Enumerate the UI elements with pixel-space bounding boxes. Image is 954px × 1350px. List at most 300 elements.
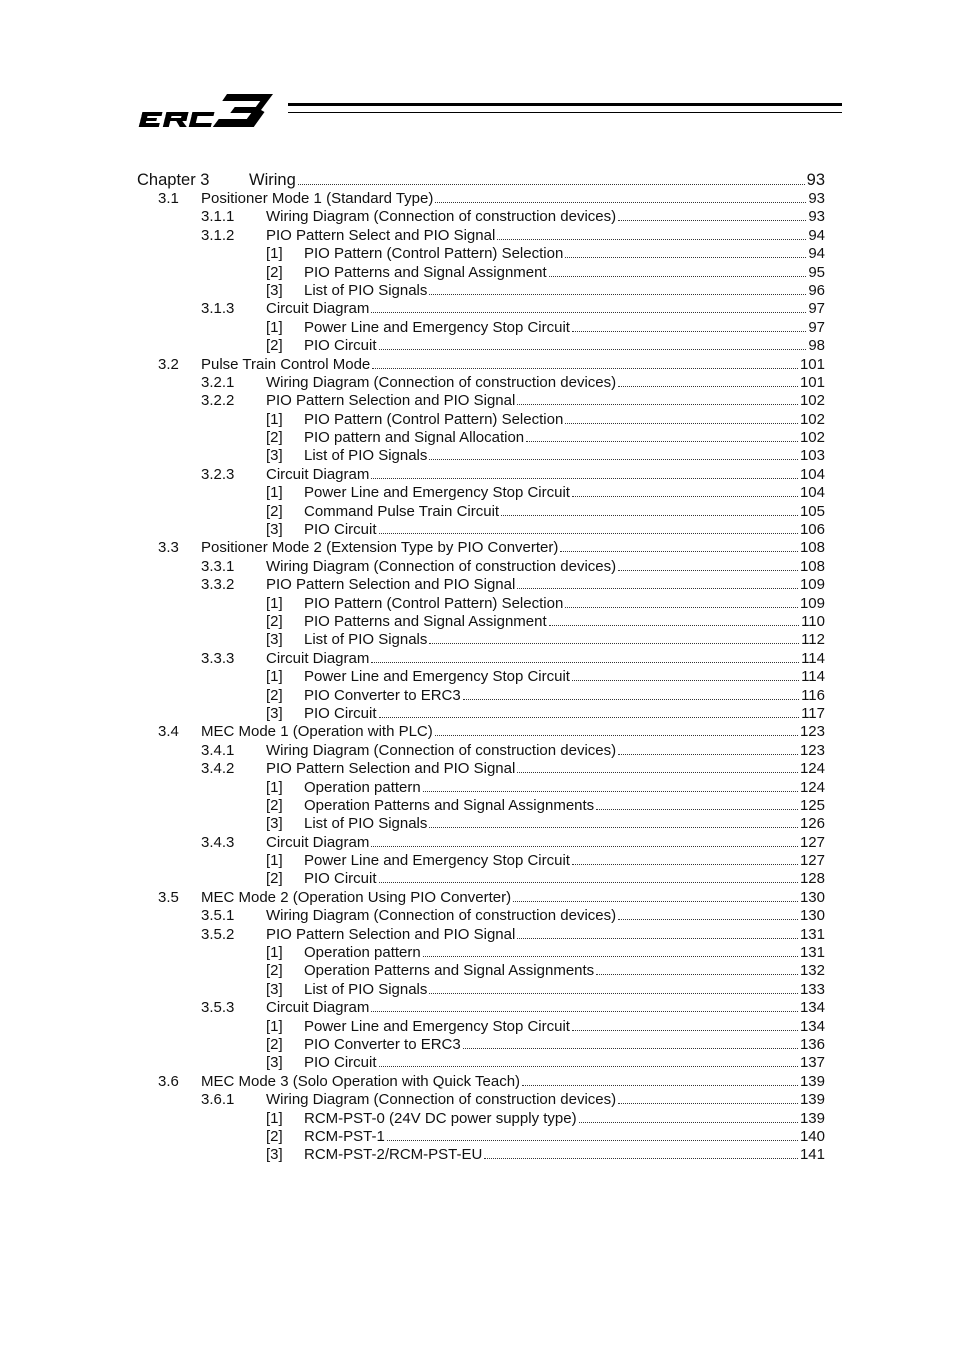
toc-entry-page: 102: [799, 429, 825, 447]
toc-entry-line: [304, 503, 825, 521]
toc-entry[interactable]: [137, 245, 825, 263]
toc-dot-leader: [522, 1085, 798, 1086]
toc-entry-number: 3.1.2: [201, 226, 235, 244]
toc-entry-page: 126: [799, 815, 825, 833]
toc-entry-page: 97: [808, 300, 825, 318]
toc-entry-title: Wiring Diagram (Connection of construction devices): [266, 373, 617, 391]
toc-entry-title: PIO Pattern Selection and PIO Signal: [266, 925, 516, 943]
toc-entry-line: [266, 558, 825, 576]
toc-dot-leader: [484, 1158, 798, 1159]
toc-entry-number: [1]: [266, 1017, 283, 1035]
toc-entry-title: RCM-PST-1: [304, 1127, 385, 1145]
toc-entry-page: 130: [799, 907, 825, 925]
toc-entry-number: [1]: [266, 594, 283, 612]
toc-dot-leader: [549, 625, 799, 626]
toc-entry-number: 3.6: [158, 1072, 179, 1090]
toc-entry-page: 134: [799, 1017, 825, 1035]
toc-entry[interactable]: [137, 889, 825, 907]
toc-entry[interactable]: [137, 447, 825, 465]
toc-entry-page: 103: [799, 447, 825, 465]
header-rule-thin: [288, 112, 842, 113]
toc-entry[interactable]: [137, 1073, 825, 1091]
toc-entry-number: 3.5.2: [201, 925, 235, 943]
toc-entry[interactable]: [137, 319, 825, 337]
toc-entry[interactable]: [137, 613, 825, 631]
toc-entry-line: [266, 742, 825, 760]
toc-dot-leader: [429, 643, 799, 644]
toc-dot-leader: [497, 239, 806, 240]
toc-entry-title: PIO Patterns and Signal Assignment: [304, 612, 547, 630]
toc-entry[interactable]: [137, 411, 825, 429]
toc-entry-number: [1]: [266, 852, 283, 870]
toc-entry-number: [3]: [266, 281, 283, 299]
toc-entry-number: [3]: [266, 1146, 283, 1164]
toc-entry-line: [304, 1146, 825, 1164]
toc-entry-number: [3]: [266, 521, 283, 539]
toc-dot-leader: [618, 570, 798, 571]
toc-entry-page: 125: [799, 796, 825, 814]
toc-dot-leader: [429, 827, 798, 828]
toc-entry-title: RCM-PST-0 (24V DC power supply type): [304, 1109, 577, 1127]
erc3-logo: [136, 90, 286, 134]
toc-entry-title: PIO Pattern Selection and PIO Signal: [266, 392, 516, 410]
toc-entry-page: 110: [801, 612, 825, 630]
toc-entry-line: [266, 650, 825, 668]
toc-entry-line: [201, 1073, 825, 1091]
toc-dot-leader: [565, 607, 798, 608]
toc-entry-title: Positioner Mode 1 (Standard Type): [201, 190, 434, 207]
toc-entry[interactable]: [137, 484, 825, 502]
toc-entry-page: 94: [808, 245, 825, 263]
toc-entry-line: [266, 907, 825, 925]
toc-entry-page: 140: [799, 1127, 825, 1145]
toc-entry-title: Wiring Diagram (Connection of construction devices): [266, 1091, 617, 1109]
toc-entry-line: [201, 889, 825, 907]
toc-entry-line: [304, 521, 825, 539]
toc-entry-title: Circuit Diagram: [266, 300, 370, 318]
toc-entry-title: List of PIO Signals: [304, 281, 428, 299]
toc-entry[interactable]: [137, 356, 825, 374]
toc-entry-line: [304, 962, 825, 980]
toc-entry-number: [2]: [266, 796, 283, 814]
toc-entry-line: [304, 411, 825, 429]
toc-entry-title: PIO Circuit: [304, 521, 377, 539]
toc-entry[interactable]: [137, 668, 825, 686]
toc-dot-leader: [379, 533, 798, 534]
toc-entry[interactable]: [137, 797, 825, 815]
toc-entry-title: Operation Patterns and Signal Assignments: [304, 796, 595, 814]
toc-entry-number: [2]: [266, 686, 283, 704]
toc-entry-title: Power Line and Emergency Stop Circuit: [304, 484, 570, 502]
toc-entry-line: [304, 1054, 825, 1072]
toc-entry-line: [266, 834, 825, 852]
table-of-contents: [137, 170, 825, 1165]
toc-entry-page: 124: [799, 760, 825, 778]
toc-entry-page: 97: [808, 318, 825, 336]
toc-dot-leader: [429, 294, 806, 295]
toc-entry-number: 3.1.3: [201, 300, 235, 318]
toc-entry[interactable]: [137, 227, 825, 245]
toc-entry-number: [1]: [266, 318, 283, 336]
toc-entry-page: 112: [801, 631, 825, 649]
toc-entry-page: 93: [808, 208, 825, 226]
toc-entry[interactable]: [137, 999, 825, 1017]
toc-entry-number: 3.1.1: [201, 208, 235, 226]
toc-entry-line: [304, 870, 825, 888]
toc-entry[interactable]: [137, 170, 825, 190]
toc-entry-title: Pulse Train Control Mode: [201, 355, 371, 373]
toc-entry-number: 3.1: [158, 190, 179, 207]
toc-entry-number: [3]: [266, 631, 283, 649]
toc-entry-number: 3.4.2: [201, 760, 235, 778]
toc-entry-page: 114: [801, 668, 825, 686]
toc-entry-line: [304, 705, 825, 723]
toc-entry-title: PIO Circuit: [304, 1054, 377, 1072]
toc-dot-leader: [596, 809, 798, 810]
toc-entry-page: 132: [799, 962, 825, 980]
toc-entry-title: PIO Pattern (Control Pattern) Selection: [304, 410, 564, 428]
toc-entry[interactable]: [137, 631, 825, 649]
toc-dot-leader: [618, 1103, 798, 1104]
toc-entry-number: Chapter 3: [137, 171, 210, 189]
toc-dot-leader: [371, 662, 799, 663]
toc-dot-leader: [565, 257, 806, 258]
toc-entry[interactable]: [137, 926, 825, 944]
toc-entry[interactable]: [137, 1128, 825, 1146]
toc-entry-page: 114: [801, 649, 825, 667]
toc-entry-page: 123: [799, 723, 825, 741]
toc-entry-page: 139: [799, 1072, 825, 1090]
toc-dot-leader: [371, 312, 806, 313]
toc-entry-number: [2]: [266, 502, 283, 520]
toc-entry[interactable]: [137, 687, 825, 705]
toc-dot-leader: [618, 919, 798, 920]
toc-entry[interactable]: [137, 944, 825, 962]
toc-entry-title: Power Line and Emergency Stop Circuit: [304, 668, 570, 686]
toc-entry-line: [304, 484, 825, 502]
toc-entry-title: Wiring Diagram (Connection of construction devices): [266, 741, 617, 759]
toc-dot-leader: [379, 349, 807, 350]
toc-entry[interactable]: [137, 429, 825, 447]
toc-entry-title: Operation Patterns and Signal Assignments: [304, 962, 595, 980]
toc-entry-line: [266, 300, 825, 318]
toc-entry[interactable]: [137, 503, 825, 521]
toc-entry[interactable]: [137, 723, 825, 741]
toc-entry-title: Operation pattern: [304, 778, 421, 796]
toc-entry-title: Power Line and Emergency Stop Circuit: [304, 1017, 570, 1035]
toc-entry-page: 101: [799, 373, 825, 391]
toc-entry-line: [304, 944, 825, 962]
toc-entry-line: [266, 926, 825, 944]
toc-entry[interactable]: [137, 742, 825, 760]
toc-entry-title: PIO Converter to ERC3: [304, 1035, 461, 1053]
toc-entry-number: [3]: [266, 980, 283, 998]
toc-entry-number: [1]: [266, 1109, 283, 1127]
toc-entry[interactable]: [137, 558, 825, 576]
toc-dot-leader: [501, 515, 798, 516]
toc-entry-title: PIO Pattern (Control Pattern) Selection: [304, 245, 564, 263]
toc-entry-page: 130: [799, 888, 825, 906]
toc-entry-number: [1]: [266, 245, 283, 263]
toc-entry-page: 104: [799, 465, 825, 483]
toc-entry-number: 3.4: [158, 723, 179, 741]
toc-entry-title: Circuit Diagram: [266, 999, 370, 1017]
toc-entry[interactable]: [137, 521, 825, 539]
toc-dot-leader: [423, 956, 798, 957]
toc-entry-page: 127: [799, 833, 825, 851]
toc-entry[interactable]: [137, 650, 825, 668]
toc-entry-line: [249, 170, 825, 190]
toc-entry[interactable]: [137, 374, 825, 392]
toc-dot-leader: [572, 680, 799, 681]
toc-dot-leader: [618, 754, 798, 755]
toc-entry-title: PIO Pattern Selection and PIO Signal: [266, 760, 516, 778]
toc-entry-page: 136: [799, 1035, 825, 1053]
toc-entry-number: [2]: [266, 962, 283, 980]
toc-entry-page: 133: [799, 980, 825, 998]
toc-dot-leader: [572, 496, 798, 497]
toc-entry-number: 3.2.1: [201, 373, 235, 391]
toc-entry-title: MEC Mode 2 (Operation Using PIO Converter): [201, 888, 512, 906]
toc-entry[interactable]: [137, 282, 825, 300]
toc-entry[interactable]: [137, 834, 825, 852]
toc-dot-leader: [517, 588, 798, 589]
toc-entry-title: List of PIO Signals: [304, 631, 428, 649]
toc-entry-line: [304, 264, 825, 282]
toc-entry-page: 95: [808, 263, 825, 281]
toc-entry[interactable]: [137, 1146, 825, 1164]
toc-entry-number: [1]: [266, 484, 283, 502]
toc-entry-page: 116: [801, 686, 825, 704]
toc-entry-page: 108: [799, 557, 825, 575]
toc-dot-leader: [371, 1011, 798, 1012]
toc-dot-leader: [463, 699, 799, 700]
toc-dot-leader: [371, 478, 798, 479]
toc-entry-title: MEC Mode 1 (Operation with PLC): [201, 723, 433, 741]
toc-entry-line: [266, 1091, 825, 1109]
toc-entry-number: [1]: [266, 668, 283, 686]
toc-dot-leader: [379, 1066, 798, 1067]
toc-entry[interactable]: [137, 190, 825, 208]
toc-entry-title: MEC Mode 3 (Solo Operation with Quick Teach): [201, 1072, 521, 1090]
toc-dot-leader: [572, 331, 806, 332]
toc-entry-title: PIO Patterns and Signal Assignment: [304, 263, 547, 281]
toc-entry-page: 123: [799, 741, 825, 759]
toc-entry-title: List of PIO Signals: [304, 980, 428, 998]
toc-entry-number: 3.6.1: [201, 1091, 235, 1109]
toc-dot-leader: [517, 772, 798, 773]
toc-entry[interactable]: [137, 539, 825, 557]
toc-entry[interactable]: [137, 1110, 825, 1128]
toc-entry[interactable]: [137, 392, 825, 410]
toc-entry-title: PIO pattern and Signal Allocation: [304, 429, 525, 447]
toc-entry-page: 131: [799, 925, 825, 943]
toc-entry-line: [266, 392, 825, 410]
toc-entry-page: 131: [799, 944, 825, 962]
toc-entry-title: PIO Pattern (Control Pattern) Selection: [304, 594, 564, 612]
toc-entry-page: 141: [799, 1146, 825, 1164]
toc-entry-line: [304, 319, 825, 337]
toc-entry-number: 3.3.2: [201, 576, 235, 594]
toc-entry[interactable]: [137, 208, 825, 226]
toc-entry-title: List of PIO Signals: [304, 447, 428, 465]
toc-dot-leader: [517, 938, 798, 939]
toc-entry-page: 93: [806, 171, 825, 189]
toc-entry-line: [304, 815, 825, 833]
toc-entry-line: [266, 374, 825, 392]
toc-entry-title: RCM-PST-2/RCM-PST-EU: [304, 1146, 483, 1164]
toc-entry[interactable]: [137, 907, 825, 925]
toc-entry-page: 105: [799, 502, 825, 520]
toc-dot-leader: [372, 368, 798, 369]
toc-entry-line: [304, 282, 825, 300]
toc-entry-line: [266, 208, 825, 226]
toc-entry-number: [2]: [266, 612, 283, 630]
toc-entry-number: [1]: [266, 944, 283, 962]
toc-entry-line: [304, 687, 825, 705]
toc-entry-line: [266, 576, 825, 594]
toc-entry-line: [266, 999, 825, 1017]
toc-entry[interactable]: [137, 1018, 825, 1036]
toc-entry-number: 3.3.1: [201, 557, 235, 575]
page-header: [136, 90, 842, 134]
toc-dot-leader: [517, 404, 798, 405]
toc-entry-title: PIO Converter to ERC3: [304, 686, 461, 704]
toc-dot-leader: [463, 1048, 798, 1049]
toc-entry-line: [304, 1018, 825, 1036]
toc-entry-title: Command Pulse Train Circuit: [304, 502, 500, 520]
toc-entry-line: [304, 1128, 825, 1146]
toc-entry[interactable]: [137, 705, 825, 723]
toc-dot-leader: [298, 184, 805, 185]
toc-entry-line: [304, 595, 825, 613]
toc-entry-number: 3.3.3: [201, 649, 235, 667]
toc-entry-line: [304, 245, 825, 263]
toc-dot-leader: [371, 846, 798, 847]
toc-entry-number: [2]: [266, 337, 283, 355]
toc-entry-number: [3]: [266, 815, 283, 833]
toc-entry-title: Operation pattern: [304, 944, 421, 962]
toc-entry-page: 109: [799, 576, 825, 594]
toc-entry-line: [266, 466, 825, 484]
toc-entry[interactable]: [137, 1036, 825, 1054]
toc-entry-page: 106: [799, 521, 825, 539]
toc-entry[interactable]: [137, 337, 825, 355]
toc-entry-page: 94: [808, 226, 825, 244]
toc-entry[interactable]: [137, 852, 825, 870]
toc-entry[interactable]: [137, 870, 825, 888]
toc-entry-line: [304, 631, 825, 649]
toc-entry-page: 101: [799, 355, 825, 373]
toc-entry-page: 128: [799, 870, 825, 888]
toc-entry-line: [304, 797, 825, 815]
toc-entry-title: Wiring Diagram (Connection of construction devices): [266, 907, 617, 925]
toc-entry-number: 3.4.1: [201, 741, 235, 759]
toc-entry-page: 134: [799, 999, 825, 1017]
toc-entry-title: PIO Circuit: [304, 704, 377, 722]
toc-entry-line: [304, 668, 825, 686]
toc-entry[interactable]: [137, 466, 825, 484]
header-rule-thick: [288, 103, 842, 106]
toc-entry-line: [304, 1110, 825, 1128]
toc-entry-title: Wiring: [249, 171, 296, 189]
toc-entry-page: 109: [799, 594, 825, 612]
toc-entry-number: 3.5: [158, 888, 179, 906]
toc-entry-title: Wiring Diagram (Connection of construction devices): [266, 208, 617, 226]
toc-dot-leader: [429, 993, 798, 994]
toc-entry-number: [3]: [266, 704, 283, 722]
toc-entry[interactable]: [137, 300, 825, 318]
toc-entry-number: [3]: [266, 1054, 283, 1072]
toc-dot-leader: [572, 864, 798, 865]
toc-entry[interactable]: [137, 779, 825, 797]
toc-entry[interactable]: [137, 264, 825, 282]
toc-entry[interactable]: [137, 1091, 825, 1109]
toc-entry-page: 93: [808, 190, 825, 207]
toc-entry-line: [266, 227, 825, 245]
toc-entry-page: 139: [799, 1109, 825, 1127]
toc-entry-number: 3.4.3: [201, 833, 235, 851]
toc-dot-leader: [618, 220, 806, 221]
toc-entry-line: [304, 852, 825, 870]
toc-entry-page: 96: [808, 281, 825, 299]
toc-entry-title: Circuit Diagram: [266, 465, 370, 483]
toc-entry-line: [304, 779, 825, 797]
toc-entry[interactable]: [137, 1054, 825, 1072]
toc-entry-line: [201, 539, 825, 557]
toc-entry-title: List of PIO Signals: [304, 815, 428, 833]
toc-entry-title: PIO Pattern Select and PIO Signal: [266, 226, 496, 244]
toc-entry-page: 108: [799, 539, 825, 557]
toc-entry[interactable]: [137, 760, 825, 778]
toc-entry[interactable]: [137, 981, 825, 999]
toc-entry-title: Circuit Diagram: [266, 649, 370, 667]
toc-dot-leader: [596, 974, 798, 975]
toc-entry-line: [304, 981, 825, 999]
toc-entry-number: 3.2.2: [201, 392, 235, 410]
toc-entry-number: [2]: [266, 1035, 283, 1053]
toc-entry-number: 3.2: [158, 355, 179, 373]
toc-entry-number: [2]: [266, 429, 283, 447]
toc-entry-line: [304, 429, 825, 447]
toc-entry-page: 117: [801, 704, 825, 722]
toc-entry-line: [201, 356, 825, 374]
toc-dot-leader: [513, 901, 798, 902]
toc-entry[interactable]: [137, 962, 825, 980]
toc-entry-title: Positioner Mode 2 (Extension Type by PIO Converter): [201, 539, 559, 557]
toc-dot-leader: [549, 276, 807, 277]
toc-entry-line: [201, 190, 825, 208]
toc-entry-line: [304, 613, 825, 631]
toc-entry-page: 102: [799, 392, 825, 410]
toc-dot-leader: [565, 423, 798, 424]
toc-dot-leader: [379, 882, 798, 883]
toc-entry[interactable]: [137, 576, 825, 594]
toc-entry-number: [3]: [266, 447, 283, 465]
toc-entry-page: 137: [799, 1054, 825, 1072]
toc-entry[interactable]: [137, 815, 825, 833]
toc-entry-page: 102: [799, 410, 825, 428]
toc-entry-title: PIO Circuit: [304, 870, 377, 888]
toc-entry-title: Power Line and Emergency Stop Circuit: [304, 318, 570, 336]
toc-entry-number: [2]: [266, 1127, 283, 1145]
toc-entry-number: 3.3: [158, 539, 179, 557]
toc-dot-leader: [560, 551, 798, 552]
toc-entry-line: [266, 760, 825, 778]
toc-dot-leader: [618, 386, 798, 387]
toc-entry-page: 104: [799, 484, 825, 502]
toc-entry[interactable]: [137, 595, 825, 613]
